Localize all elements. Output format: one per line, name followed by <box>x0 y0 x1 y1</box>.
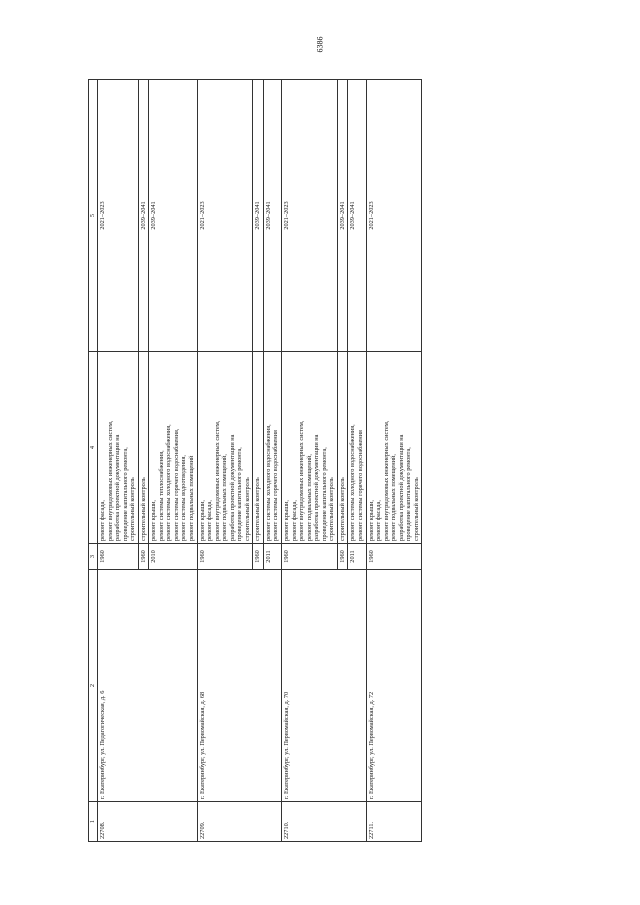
work-item: ремонт фасада, <box>206 500 214 541</box>
work-item: ремонт системы холодного водоснабжения, <box>264 424 272 541</box>
page-number: 6386 <box>315 36 325 53</box>
build-year: 1960 <box>98 544 139 570</box>
work-item: ремонт системы водоотведения, <box>180 455 188 541</box>
register-body <box>98 80 422 842</box>
entry-address: г. Екатеринбург, ул. Педагогическая, д. 6 <box>98 570 198 802</box>
table-row <box>197 80 253 842</box>
header-col-5: 5 <box>89 80 98 352</box>
entry-number: 22709. <box>197 802 281 842</box>
work-item: ремонт подвальных помещений, <box>221 454 229 541</box>
build-year: 1960 <box>138 544 149 570</box>
work-item: ремонт крыши, <box>367 499 375 541</box>
work-item: ремонт внутридомовых инженерных систем, <box>382 420 390 541</box>
works-list <box>263 352 281 544</box>
register-table <box>88 79 422 842</box>
work-item: строительный контроль <box>129 477 137 541</box>
build-year: 1960 <box>282 544 338 570</box>
repair-period: 2039–2041 <box>138 80 149 352</box>
header-row <box>89 80 98 842</box>
register-table-rotated <box>88 80 588 842</box>
entry-address: г. Екатеринбург, ул. Первомайская, д. 70 <box>282 570 366 802</box>
work-item: ремонт подвальных помещений, <box>390 454 398 541</box>
repair-period: 2039–2041 <box>263 80 281 352</box>
work-item: ремонт системы горячего водоснабжения <box>272 430 280 541</box>
repair-period: 2039–2041 <box>337 80 348 352</box>
header-col-3: 3 <box>89 544 98 570</box>
entry-address: г. Екатеринбург, ул. Первомайская, д. 72 <box>366 570 422 802</box>
work-item: строительный контроль <box>254 477 262 541</box>
work-item: ремонт внутридомовых инженерных систем, <box>298 420 306 541</box>
repair-period: 2021–2023 <box>366 80 422 352</box>
build-year: 2011 <box>263 544 281 570</box>
work-item: проведение капитального ремонта, <box>236 447 244 541</box>
work-item: ремонт системы холодного водоснабжения, <box>349 424 357 541</box>
works-list <box>98 352 139 544</box>
work-item: ремонт крыши, <box>283 499 291 541</box>
entry-number: 22711. <box>366 802 422 842</box>
work-item: проведение капитального ремонта, <box>121 447 129 541</box>
work-item: строительный контроль <box>412 477 420 541</box>
work-item: ремонт крыши, <box>198 499 206 541</box>
table-row <box>282 80 338 842</box>
works-list <box>337 352 348 544</box>
header-col-4: 4 <box>89 352 98 544</box>
works-list <box>197 352 253 544</box>
work-item: ремонт системы горячего водоснабжения, <box>172 428 180 541</box>
header-col-2: 2 <box>89 570 98 802</box>
works-list <box>282 352 338 544</box>
work-item: строительный контроль <box>328 477 336 541</box>
entry-address: г. Екатеринбург, ул. Первомайская, д. 68 <box>197 570 281 802</box>
works-list <box>138 352 149 544</box>
work-item: ремонт фасада, <box>99 500 106 541</box>
repair-period: 2021–2023 <box>197 80 253 352</box>
work-item: ремонт внутридомовых инженерных систем, <box>213 420 221 541</box>
work-item: строительный контроль <box>338 477 346 541</box>
work-item: ремонт фасада, <box>375 500 383 541</box>
entry-number: 22708. <box>98 802 198 842</box>
work-item: ремонт внутридомовых инженерных систем, <box>106 420 114 541</box>
works-list <box>253 352 264 544</box>
work-item: ремонт фасада, <box>290 500 298 541</box>
work-item: разработка проектной документации на <box>114 434 122 541</box>
work-item: разработка проектной документации на <box>397 434 405 541</box>
build-year: 1960 <box>366 544 422 570</box>
entry-number: 22710. <box>282 802 366 842</box>
repair-period: 2021–2023 <box>282 80 338 352</box>
build-year: 1960 <box>197 544 253 570</box>
header-col-1: 1 <box>89 802 98 842</box>
work-item: проведение капитального ремонта, <box>405 447 413 541</box>
work-item: строительный контроль <box>139 477 147 541</box>
repair-period: 2039–2041 <box>253 80 264 352</box>
repair-period: 2039–2041 <box>348 80 366 352</box>
build-year: 2011 <box>348 544 366 570</box>
work-item: ремонт подвальных помещений, <box>305 454 313 541</box>
work-item: ремонт системы теплоснабжения, <box>157 450 165 541</box>
work-item: ремонт крыши, <box>150 499 158 541</box>
work-item: разработка проектной документации на <box>228 434 236 541</box>
works-list <box>348 352 366 544</box>
table-row <box>366 80 422 842</box>
work-item: ремонт системы горячего водоснабжения <box>356 430 364 541</box>
table-row <box>98 80 139 842</box>
build-year: 1960 <box>253 544 264 570</box>
build-year: 1960 <box>337 544 348 570</box>
work-item: строительный контроль <box>243 477 251 541</box>
work-item: разработка проектной документации на <box>313 434 321 541</box>
work-item: ремонт подвальных помещений <box>188 455 196 541</box>
repair-period: 2021–2023 <box>98 80 139 352</box>
work-item: ремонт системы холодного водоснабжения, <box>165 424 173 541</box>
repair-period: 2039–2041 <box>149 80 197 352</box>
works-list <box>366 352 422 544</box>
works-list <box>149 352 197 544</box>
work-item: проведение капитального ремонта, <box>320 447 328 541</box>
build-year: 2010 <box>149 544 197 570</box>
